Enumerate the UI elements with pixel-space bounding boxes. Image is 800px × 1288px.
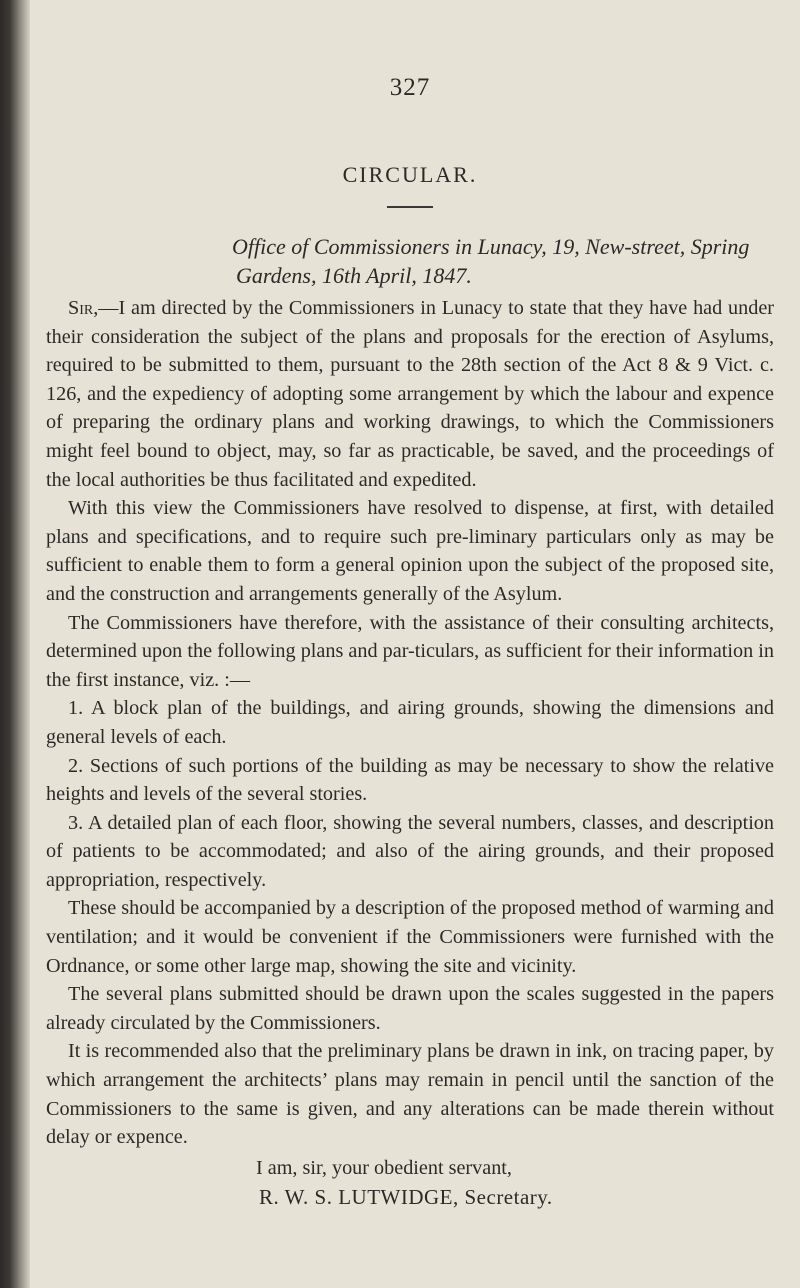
- signature: R. W. S. LUTWIDGE, Secretary.: [259, 1185, 553, 1210]
- paragraph: With this view the Commissioners have resolved to dispense, at first, with detailed plans and specifications, and to require such pre-liminary particulars only as may be sufficient to enable them to form a general opinion upon the subject of the proposed site, and the construction and arrangements generally of the Asylum.: [46, 497, 774, 605]
- paragraph: It is recommended also that the preliminary plans be drawn in ink, on tracing paper, by which arrangement the architects’ plans may remain in pencil until the sanction of the Commissioners to the same is given, and any alterations can be made therein without delay or expence.: [46, 1040, 774, 1149]
- document-page: [46, 0, 774, 1288]
- list-item: 3. A detailed plan of each floor, showing the several numbers, classes, and description of patients to be accommodated; and also of the airing grounds, and their proposed appropriation, respectively.: [46, 811, 774, 891]
- paragraph: These should be accompanied by a description of the proposed method of warming and ventilation; and it would be convenient if the Commissioners were furnished with the Ordnance, or some other large map, showing the site and vicinity.: [46, 897, 774, 977]
- paragraph-opening: [46, 294, 774, 494]
- list-item: 2. Sections of such portions of the building as may be necessary to show the relative heights and levels of the several stories.: [46, 754, 774, 806]
- page-number: 327: [389, 74, 431, 101]
- book-binding-edge: [0, 0, 30, 1288]
- salutation: Sir,: [68, 297, 99, 319]
- address-dateline: Office of Commissioners in Lunacy, 19, New-street, Spring Gardens, 16th April, 1847.: [232, 234, 750, 288]
- letter-body: [46, 294, 774, 1152]
- paragraph: The Commissioners have therefore, with the assistance of their consulting architects, determined upon the following plans and par-ticulars, as sufficient for their information in the first instance, viz. :—: [46, 611, 774, 691]
- paragraph: The several plans submitted should be drawn upon the scales suggested in the papers already circulated by the Commissioners.: [46, 983, 774, 1034]
- divider-rule: [387, 206, 433, 208]
- paragraph-text: —I am directed by the Commissioners in Lunacy to state that they have had under their consideration the subject of the plans and proposals for the erection of Asylums, required to be submitted to them, pursuant to the 28th section of the Act 8 & 9 Vict. c. 126, and the expediency of adopting some arrangement by which the labour and expence of preparing the ordinary plans and working drawings, to which the Commissioners might feel bound to object, may, so far as practicable, be saved, and the proceedings of the local authorities be thus facilitated and expedited.: [46, 297, 774, 491]
- list-item: 1. A block plan of the buildings, and airing grounds, showing the dimensions and general levels of each.: [46, 697, 774, 748]
- closing-line: I am, sir, your obedient servant,: [256, 1156, 512, 1179]
- page-title: CIRCULAR.: [342, 162, 478, 187]
